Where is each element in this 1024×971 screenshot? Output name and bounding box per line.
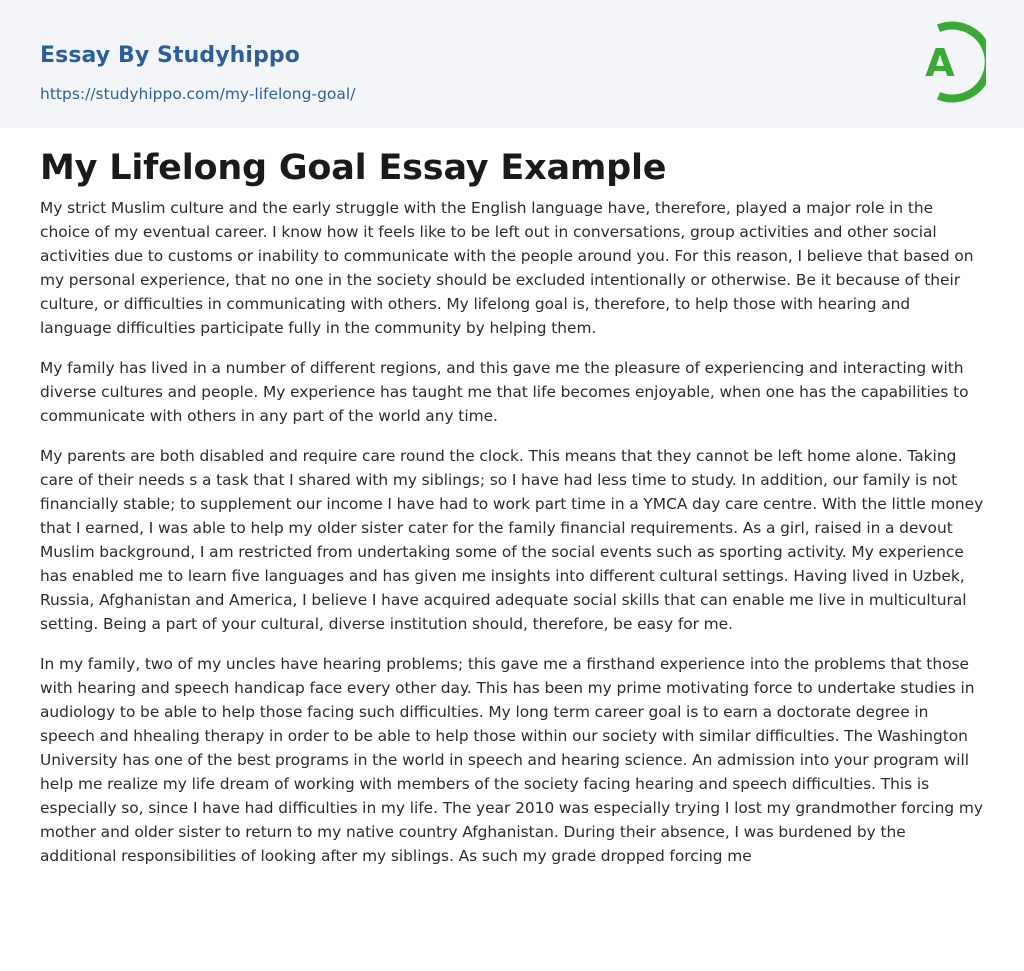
essay-title: My Lifelong Goal Essay Example bbox=[40, 148, 667, 188]
studyhippo-logo-icon[interactable] bbox=[912, 20, 986, 104]
essay-url-link[interactable]: https://studyhippo.com/my-lifelong-goal/ bbox=[40, 85, 356, 103]
logo-letter: A bbox=[925, 41, 955, 85]
essay-content bbox=[40, 146, 986, 884]
essay-paragraph-1: My strict Muslim culture and the early struggle with the English language have, therefore, played a major role in the choice of my eventual career. I know how it feels like to be left out in conversations, group activities and other social activities due to customs or inability to communicate with the people around you. For this reason, I believe that based on my personal experience, that no one in the society should be excluded intentionally or otherwise. Be it because of their culture, or difficulties in communicating with others. My lifelong goal is, therefore, to help those with hearing and language difficulties participate fully in the community by helping them. bbox=[40, 199, 974, 337]
essay-paragraph-3: My parents are both disabled and require care round the clock. This means that they cannot be left home alone. Taking care of their needs s a task that I shared with my siblings; so I have had less time to study. In addition, our family is not financially stable; to supplement our income I have had to work part time in a YMCA day care centre. With the little money that I earned, I was able to help my older sister cater for the family financial requirements. As a girl, raised in a devout Muslim background, I am restricted from undertaking some of the social events such as sporting activity. My experience has enabled me to learn five languages and has given me insights into different cultural settings. Having lived in Uzbek, Russia, Afghanistan and America, I believe I have acquired adequate social skills that can enable me live in multicultural setting. Being a part of your cultural, diverse institution should, therefore, be easy for me. bbox=[40, 447, 984, 633]
site-header bbox=[0, 0, 1024, 128]
essay-paragraph-2: My family has lived in a number of different regions, and this gave me the pleasure of experiencing and interacting with diverse cultures and people. My experience has taught me that life becomes enjoyable, when one has the capabilities to communicate with others in any part of the world any time. bbox=[40, 359, 969, 425]
essay-paragraph-4: In my family, two of my uncles have hearing problems; this gave me a firsthand experience into the problems that those with hearing and speech handicap face every other day. This has been my prime motivating force to undertake studies in audiology to be able to help those facing such difficulties. My long term career goal is to earn a doctorate degree in speech and hhealing therapy in order to be able to help those within our society with similar difficulties. The Washington University has one of the best programs in the world in speech and hearing science. An admission into your program will help me realize my life dream of working with members of the society facing hearing and speech difficulties. This is especially so, since I have had difficulties in my life. The year 2010 was especially trying I lost my grandmother forcing my mother and older sister to return to my native country Afghanistan. During their absence, I was burdened by the additional responsibilities of looking after my siblings. As such my grade dropped forcing me bbox=[40, 655, 983, 865]
site-brand[interactable]: Essay By Studyhippo bbox=[40, 43, 300, 68]
